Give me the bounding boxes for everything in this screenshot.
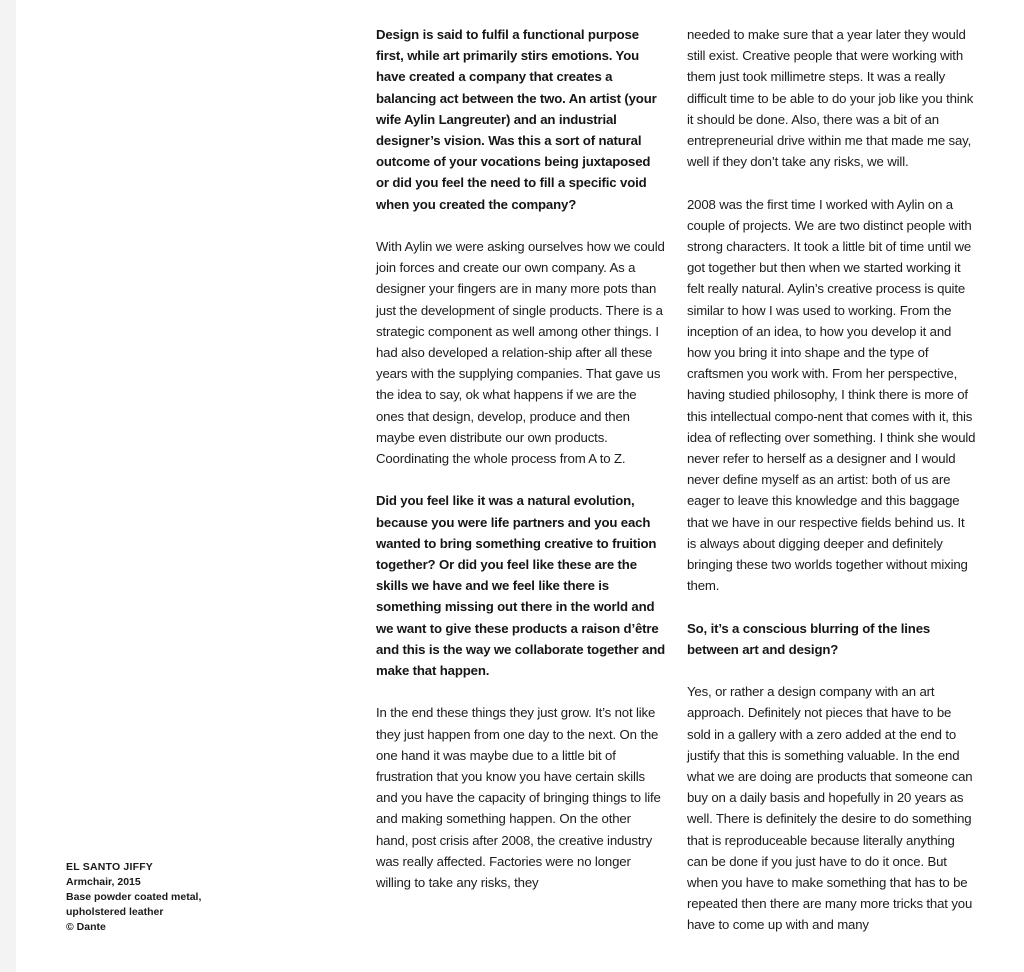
caption-material: Base powder coated metal, xyxy=(66,891,202,903)
interview-answer: In the end these things they just grow. It’s not like they just happen from one day to the next. On the one hand it was maybe due to a little bit of frustration that you know you have certain skills and you have the capacity of bringing things to life and making something happen. On the other hand, post crisis after 2008, the creative industry was really affected. Factories were no longer willing to take any risks, they xyxy=(376,705,661,891)
caption-material: upholstered leather xyxy=(66,906,164,918)
left-text-column xyxy=(376,24,666,893)
interview-answer: Yes, or rather a design company with an art approach. Definitely not pieces that have to be sold in a gallery with a zero added at the end to justify that this is something valuable. In the end what we are doing are products that someone can buy on a daily basis and hopefully in 20 years as well. There is definitely the desire to do something that is reproduceable because literally anything can be done if you just have to do it once. But when you have to make something that has to be repeated then there are many more tricks that you have to come up with and many xyxy=(687,684,973,933)
interview-question: So, it’s a conscious blurring of the lines between art and design? xyxy=(687,620,931,657)
caption-subtitle: Armchair, 2015 xyxy=(66,876,141,888)
caption-title: EL SANTO JIFFY xyxy=(66,861,154,873)
interview-answer: 2008 was the first time I worked with Aylin on a couple of projects. We are two distinct people with strong characters. It took a little bit of time until we got together but then when we started working it felt really natural. Aylin’s creative process is quite similar to how I was used to working. From the inception of an idea, to how you develop it and how you bring it into shape and the type of craftsmen you work with. From her perspective, having studied philosophy, I think there is more of this intellectual compo-nent that comes with it, this idea of reflecting over something. I think she would never refer to herself as a designer and I would never define myself as an artist: both of us are eager to leave this knowledge and this baggage that we have in our respective fields behind us. It is always about digging deeper and definitely bringing these two worlds together without mixing them. xyxy=(687,196,976,594)
interview-question: Did you feel like it was a natural evolution, because you were life partners and you each wanted to bring something creative to fruition together? Or did you feel like these are the skills we have and we feel like there is something missing out there in the world and we want to give these products a raison d’être and this is the way we collaborate together and make that happen. xyxy=(376,493,665,679)
image-caption xyxy=(66,860,236,935)
magazine-page xyxy=(16,0,1024,972)
interview-answer: With Aylin we were asking ourselves how we could join forces and create our own company. As a designer your fingers are in many more pots than just the development of single products. There is a strategic component as well among other things. I had also developed a relation-ship after all these years with the supplying companies. That gave us the idea to say, ok what happens if we are the ones that design, develop, produce and then maybe even distribute our own products. Coordinating the whole process from A to Z. xyxy=(376,239,665,467)
interview-answer: needed to make sure that a year later they would still exist. Creative people that were working with them just took millimetre steps. It was a really difficult time to be able to do your job like you think it should be done. Also, there was a bit of an entrepreneurial drive within me that made me say, well if they don’t take any risks, we will. xyxy=(687,27,974,170)
caption-credit: © Dante xyxy=(66,921,106,933)
interview-question: Design is said to fulfil a functional purpose first, while art primarily stirs emotions. You have created a company that creates a balancing act between the two. An artist (your wife Aylin Langreuter) and an industrial designer’s vision. Was this a sort of natural outcome of your vocations being juxtaposed or did you feel the need to fill a specific void when you created the company? xyxy=(376,27,657,212)
right-text-column xyxy=(687,24,977,936)
